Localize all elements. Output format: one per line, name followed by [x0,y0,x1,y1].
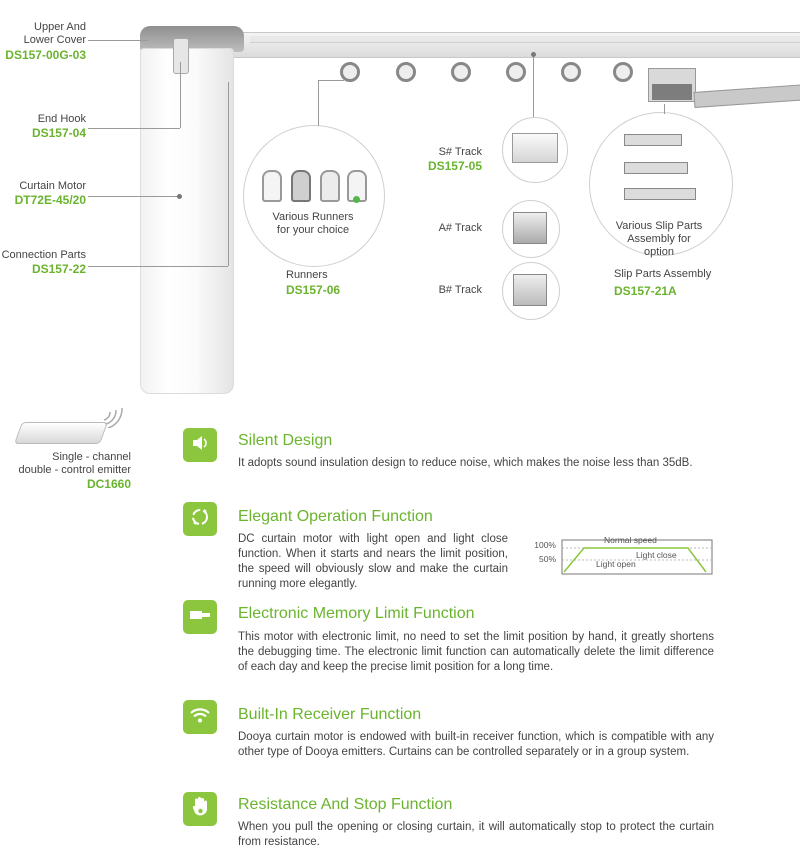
feature-icon-badge [183,502,217,536]
feature-body: DC curtain motor with light open and light close function. When it starts and nears the limit position, the speed will obviously slow and make the curtain running more elegantly. [238,533,508,590]
slip-bracket-plate [652,84,692,100]
slip-part-sample [624,162,688,174]
cover-leader-line [88,40,148,41]
slip-leader-line [664,104,665,114]
feature-title: Silent Design [238,432,333,449]
motor-name: Curtain Motor [19,180,86,192]
end-hook-name: End Hook [37,113,86,125]
connection-leader-line [88,266,228,267]
speaker-icon [190,433,210,458]
end-hook-part [173,38,189,74]
end-hook-code: DS157-04 [31,126,86,140]
b-track-profile [513,274,547,306]
emitter-code: DC1660 [86,477,131,491]
tracks-leader-line [533,55,534,117]
runner-sample [320,170,340,202]
s-track-name: S# Track [438,146,482,158]
runner-sample [291,170,311,202]
s-track-code: DS157-05 [427,159,482,173]
s-track-profile [512,133,558,163]
wifi-icon [189,706,211,729]
speed-100-label: 100% [534,540,556,550]
connection-name: Connection Parts [1,249,86,261]
runners-leader-line [318,80,319,126]
tracks-leader-dot [531,52,536,57]
emitter-name-line1: Single - channel [52,451,131,463]
track-rail-groove [250,36,800,43]
slip-part-sample [624,188,696,200]
a-track-name: A# Track [438,222,482,234]
emitter-name-line2: double - control emitter [18,464,131,476]
feature-body: When you pull the opening or closing curtain, it will automatically stop to protect the curtain from resistance. [238,821,714,848]
slip-part-sample [624,134,682,146]
speed-50-label: 50% [538,554,556,564]
slip-caption [599,220,719,259]
feature-title: Electronic Memory Limit Function [238,605,475,622]
feature-title: Built-In Receiver Function [238,706,422,723]
connection-code: DS157-22 [31,262,86,276]
hand-stop-icon [191,796,209,823]
end-hook-leader-line [88,128,180,129]
rail-runner [340,62,360,82]
cover-name-line1: Upper And [34,21,86,33]
cover-label [0,21,86,47]
end-hook-leader-vertical [180,62,181,128]
normal-speed-label: Normal speed [604,535,657,545]
rail-runner [451,62,471,82]
runner-highlight-dot [353,196,360,203]
rail-runner [506,62,526,82]
slip-caption-line3: option [644,246,674,258]
runners-code: DS157-06 [286,283,341,297]
a-track-profile [513,212,547,244]
slip-bracket-arm [693,84,800,107]
rail-runner [561,62,581,82]
runner-sample [262,170,282,202]
slip-caption-line2: Assembly for [627,233,691,245]
slip-name: Slip Parts Assembly [614,268,712,280]
emitter-device [14,422,108,444]
runners-caption [253,211,373,237]
cover-code: DS157-00G-03 [5,48,86,62]
feature-body: This motor with electronic limit, no need to set the limit position by hand, it greatly shortens the debugging time. The electronic limit function can automatically delete the limit difference of each day and keep the precise limit position for a long time. [238,631,714,673]
cover-name-line2: Lower Cover [23,34,86,46]
b-track-name: B# Track [438,284,482,296]
motor-body [140,48,234,394]
usb-plug-icon [189,608,211,627]
runners-caption-line1: Various Runners [272,211,354,223]
feature-icon-badge [183,428,217,462]
feature-body: It adopts sound insulation design to reduce noise, which makes the noise less than 35dB. [238,457,693,469]
light-open-label: Light open [596,559,636,569]
connection-leader-vertical [228,82,229,266]
motor-code: DT72E-45/20 [14,193,86,207]
feature-icon-badge [183,700,217,734]
slip-code: DS157-21A [614,284,677,298]
emitter-name [0,451,131,477]
feature-title: Elegant Operation Function [238,508,433,525]
motor-leader-line [88,196,178,197]
feature-icon-badge [183,792,217,826]
runners-leader-horizontal [318,80,344,81]
motor-leader-dot [177,194,182,199]
feature-icon-badge [183,600,217,634]
rail-runner [613,62,633,82]
signal-waves-icon [100,398,130,428]
light-close-label: Light close [636,550,677,560]
runners-caption-line2: for your choice [276,224,350,236]
slip-caption-line1: Various Slip Parts [615,220,703,232]
rotate-arrows-icon [189,506,211,533]
runners-name: Runners [286,269,328,281]
rail-runner [396,62,416,82]
feature-title: Resistance And Stop Function [238,796,453,813]
feature-body: Dooya curtain motor is endowed with built-in receiver function, which is compatible with any other type of Dooya emitters. Curtains can be controlled separately or in a group system. [238,731,714,758]
